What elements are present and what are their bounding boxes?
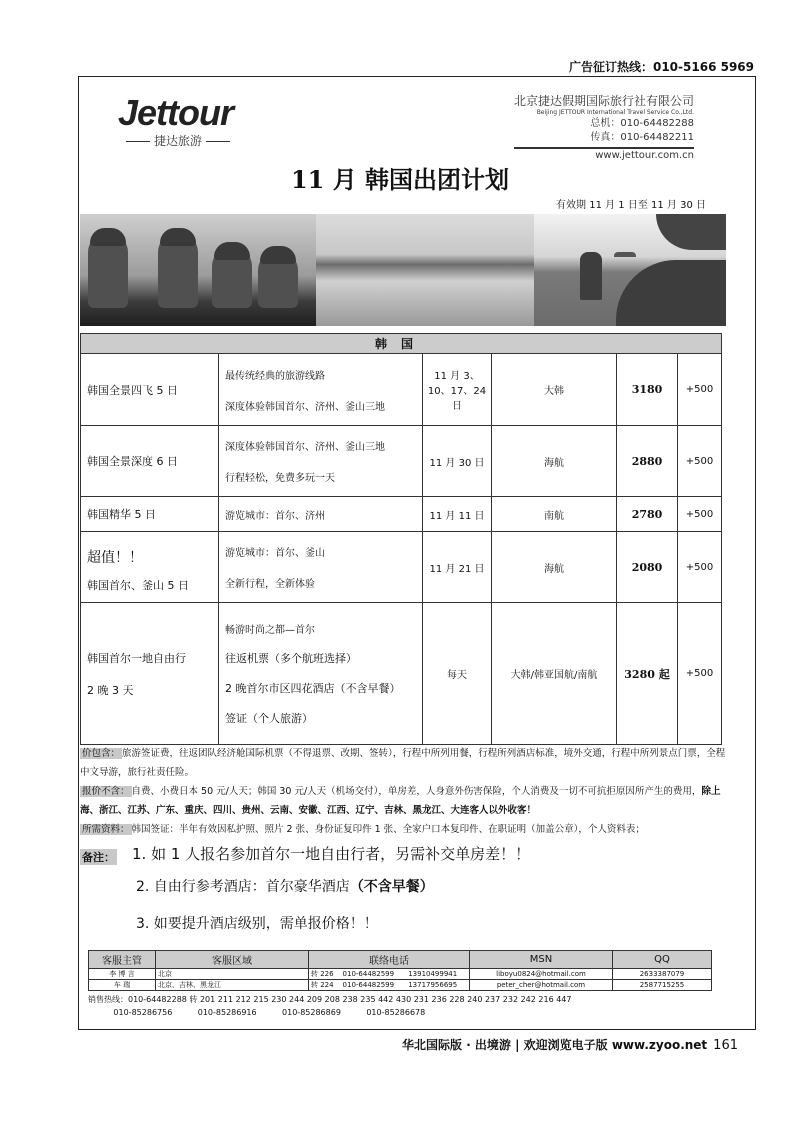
tour-dates: 每天	[423, 603, 492, 745]
page-number: 161	[713, 1038, 738, 1053]
tour-price: 2880	[617, 426, 678, 497]
remark-1: 1. 如 1 人报名参加首尔一地自由行者，另需补交单房差！！	[132, 845, 531, 863]
tour-name: 韩国首尔一地自由行	[87, 651, 186, 665]
docs-text: 韩国签证：半年有效因私护照、照片 2 张、身份证复印件 1 张、全家户口本复印件、在职证明（加盖公章），个人资料表；	[131, 824, 645, 835]
tour-airline: 大韩	[492, 354, 617, 426]
excludes-label: 报价不含：	[82, 786, 130, 797]
tour-name: 韩国精华 5 日	[81, 497, 219, 532]
excludes-note	[80, 782, 728, 820]
header-msn: MSN	[470, 951, 613, 969]
jettour-logo	[118, 92, 234, 149]
docs-label: 所需资料：	[82, 824, 130, 835]
table-header-row	[81, 334, 722, 354]
table-row	[81, 603, 722, 745]
table-row	[81, 532, 722, 603]
tour-name-cell	[81, 603, 219, 745]
tour-duration: 2 晚 3 天	[87, 683, 134, 697]
company-name-en: Beijing JETTOUR International Travel Service Co.,Ltd.	[536, 109, 694, 116]
tour-desc	[219, 532, 423, 603]
tour-price: 2780	[617, 497, 678, 532]
includes-label: 价包含：	[82, 748, 121, 759]
header-area: 客服区域	[156, 951, 309, 969]
tour-name: 韩国全景深度 6 日	[81, 426, 219, 497]
coast-rock-photo	[534, 214, 726, 326]
tour-extra-fee: +500	[678, 603, 722, 745]
page-title: 11 月 韩国出团计划	[290, 165, 510, 194]
tour-desc	[219, 603, 423, 745]
table-row	[89, 980, 712, 991]
company-info	[514, 94, 694, 163]
desc-line: 最传统经典的旅游线路	[225, 370, 325, 382]
tour-name-cell	[81, 532, 219, 603]
desc-line: 深度体验韩国首尔、济州、釜山三地	[225, 442, 385, 453]
remark-2-text: 2. 自由行参考酒店：首尔豪华酒店	[136, 879, 350, 895]
tour-name: 韩国首尔、釜山 5 日	[87, 579, 189, 592]
tour-airline: 大韩/韩亚国航/南航	[492, 603, 617, 745]
desc-line: 签证（个人旅游）	[225, 712, 313, 725]
table-row	[81, 354, 722, 426]
remark-2	[136, 876, 434, 896]
tour-price: 2080	[617, 532, 678, 603]
header-phone: 联络电话	[309, 951, 470, 969]
sales-line-2: 010-85286756 010-85286916 010-85286869 010-85286678	[88, 1008, 426, 1017]
logo-subtitle: 捷达旅游	[118, 132, 234, 149]
tour-airline: 南航	[492, 497, 617, 532]
stone-statues-photo	[80, 214, 316, 326]
desc-line: 游览城市：首尔、釜山	[225, 548, 325, 559]
tour-extra-fee: +500	[678, 497, 722, 532]
remark-2-bold: （不含早餐）	[349, 879, 434, 895]
tour-table	[80, 333, 722, 745]
contact-msn[interactable]: liboyu0824@hotmail.com	[470, 969, 613, 980]
tour-dates: 11 月 11 日	[423, 497, 492, 532]
tour-extra-fee: +500	[678, 532, 722, 603]
tour-dates: 11 月 3、10、17、24 日	[423, 354, 492, 426]
company-website: www.jettour.com.cn	[514, 147, 694, 163]
desc-line: 畅游时尚之都—首尔	[225, 625, 315, 636]
contact-ext: 转 224	[309, 980, 341, 991]
desc-line: 行程轻松，免费多玩一天	[225, 473, 335, 484]
tour-airline: 海航	[492, 532, 617, 603]
tour-desc	[219, 426, 423, 497]
photo-strip	[80, 214, 726, 326]
remarks-label: 备注：	[82, 851, 115, 864]
sales-line-1: 销售热线：010-64482288 转 201 211 212 215 230 244 209 208 238 235 442 430 231 236 228 240 237 232 242 216 447	[88, 995, 572, 1004]
excludes-bold-text: 除上海、浙江、江苏、广东、重庆、四川、贵州、云南、安徽、江西、辽宁、吉林、黑龙江、大连客人以外收客！	[80, 786, 721, 816]
tour-desc	[219, 497, 423, 532]
contact-table	[88, 950, 712, 991]
price-notes	[80, 744, 728, 839]
sales-hotline	[88, 993, 571, 1019]
tour-dates: 11 月 30 日	[423, 426, 492, 497]
contact-area: 北京	[156, 969, 309, 980]
validity-period: 有效期 11 月 1 日至 11 月 30 日	[556, 200, 706, 211]
table-row	[89, 969, 712, 980]
desc-line: 2 晚首尔市区四花酒店（不含早餐）	[225, 682, 401, 695]
company-fax: 传真：010-64482211	[590, 132, 694, 143]
remark-3: 3. 如要提升酒店级别，需单报价格！！	[136, 916, 378, 932]
tour-dates: 11 月 21 日	[423, 532, 492, 603]
includes-text: 旅游签证费，往返团队经济舱国际机票（不得退票、改期、签转），行程中所列用餐，行程所列酒店标准，境外交通，行程中所列景点门票，全程中文导游，旅行社责任险。	[80, 748, 726, 778]
company-phone: 总机：010-64482288	[590, 118, 694, 129]
contact-ext: 转 226	[309, 969, 341, 980]
footer-text: 华北国际版 · 出境游 | 欢迎浏览电子版 www.zyoo.net	[402, 1038, 708, 1052]
company-name-cn: 北京捷达假期国际旅行社有限公司	[513, 94, 694, 108]
header-manager: 客服主管	[89, 951, 156, 969]
tour-name: 韩国全景四飞 5 日	[81, 354, 219, 426]
contact-tel: 010-64482599	[341, 980, 407, 991]
value-tag: 超值！！	[87, 550, 143, 566]
desc-line: 游览城市：首尔、济州	[225, 510, 325, 522]
excludes-text: 自费、小费日本 50 元/人天；韩国 30 元/人天（机场交付），单房差，人身意外伤害保险，个人消费及一切不可抗拒原因所产生的费用，	[131, 786, 702, 797]
contact-name: 李 博 言	[89, 969, 156, 980]
table-row	[81, 426, 722, 497]
flower-field-photo	[316, 214, 534, 326]
tour-extra-fee: +500	[678, 426, 722, 497]
includes-note	[80, 744, 728, 782]
table-header-korea: 韩国	[81, 334, 722, 354]
tour-price: 3180	[617, 354, 678, 426]
contact-area: 北京、吉林、黑龙江	[156, 980, 309, 991]
contact-qq: 2587715255	[613, 980, 712, 991]
tour-price: 3280 起	[617, 603, 678, 745]
logo-brand: Jettour	[118, 92, 234, 133]
contact-msn[interactable]: peter_cher@hotmail.com	[470, 980, 613, 991]
table-row	[81, 497, 722, 532]
desc-line: 深度体验韩国首尔、济州、釜山三地	[225, 401, 385, 413]
tour-extra-fee: +500	[678, 354, 722, 426]
desc-line: 往返机票（多个航班选择）	[225, 652, 357, 665]
contact-name: 车 瑞	[89, 980, 156, 991]
contact-qq: 2633387079	[613, 969, 712, 980]
desc-line: 全新行程，全新体验	[225, 579, 315, 590]
contact-tel: 010-64482599	[341, 969, 407, 980]
docs-note	[80, 820, 728, 839]
tour-desc	[219, 354, 423, 426]
page-footer	[402, 1036, 738, 1053]
tour-airline: 海航	[492, 426, 617, 497]
ad-hotline: 广告征订热线：010-5166 5969	[568, 60, 754, 74]
contact-header-row	[89, 951, 712, 969]
contact-mobile: 13910499941	[406, 969, 469, 980]
contact-mobile: 13717956695	[406, 980, 469, 991]
header-qq: QQ	[613, 951, 712, 969]
